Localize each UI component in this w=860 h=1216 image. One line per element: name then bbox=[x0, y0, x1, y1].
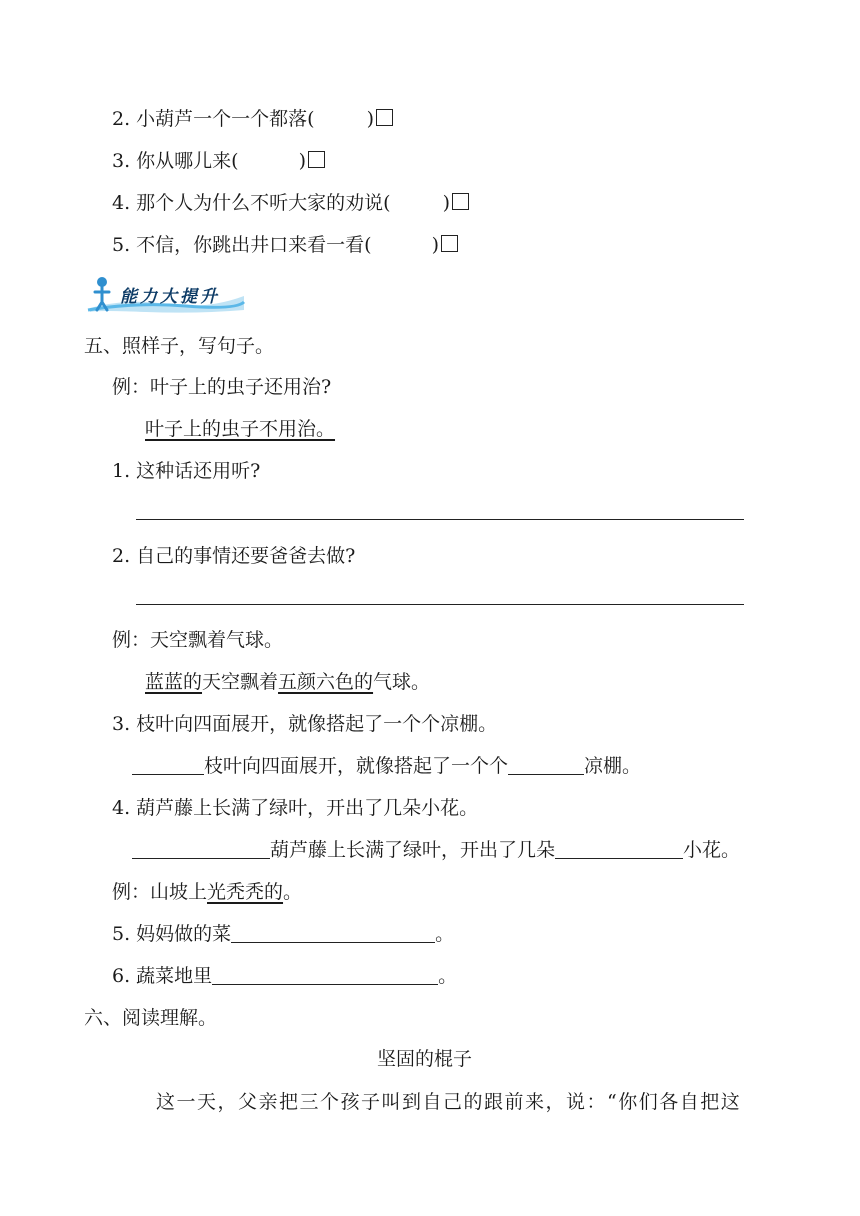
item-5-text: 5. 不信，你跳出井口来看一看( bbox=[112, 234, 372, 256]
blank-4a[interactable] bbox=[132, 838, 270, 859]
item-2-close: ) bbox=[366, 108, 375, 130]
passage-line-1: 这一天，父亲把三个孩子叫到自己的跟前来，说：“你们各自把这 bbox=[156, 1091, 742, 1113]
section-5-title: 五、照样子，写句子。 bbox=[84, 335, 275, 357]
ability-badge bbox=[86, 274, 246, 314]
item-5 bbox=[112, 232, 458, 258]
question-4-fill bbox=[132, 837, 740, 863]
question-6 bbox=[112, 963, 457, 989]
answer-line-1[interactable] bbox=[136, 519, 744, 520]
blank-6[interactable] bbox=[212, 964, 438, 985]
example-1-question: 例：叶子上的虫子还用治? bbox=[112, 376, 332, 398]
question-6-text: 6. 蔬菜地里 bbox=[112, 965, 213, 987]
item-4-close: ) bbox=[442, 192, 451, 214]
blank-3b[interactable] bbox=[508, 754, 584, 775]
answer-box[interactable] bbox=[452, 193, 469, 210]
example-2-question: 例：天空飘着气球。 bbox=[112, 629, 284, 651]
question-5-text: 5. 妈妈做的菜 bbox=[112, 923, 232, 945]
question-3-fill-mid: 枝叶向四面展开，就像搭起了一个个 bbox=[204, 755, 509, 777]
item-4 bbox=[112, 190, 469, 216]
item-2-text: 2. 小葫芦一个一个都落( bbox=[112, 108, 315, 130]
example-1-answer: 叶子上的虫子不用治。 bbox=[145, 418, 336, 440]
passage-title: 坚固的棍子 bbox=[377, 1048, 473, 1070]
badge-label: 能力大提升 bbox=[120, 287, 220, 307]
example-3 bbox=[112, 879, 302, 905]
example-2-answer bbox=[145, 669, 430, 695]
question-4-fill-end: 小花。 bbox=[683, 839, 741, 861]
example-3-part-3: 。 bbox=[283, 881, 303, 903]
question-2: 2. 自己的事情还要爸爸去做? bbox=[112, 545, 356, 567]
blank-3a[interactable] bbox=[132, 754, 204, 775]
question-5-end: 。 bbox=[435, 923, 455, 945]
question-4: 4. 葫芦藤上长满了绿叶，开出了几朵小花。 bbox=[112, 797, 479, 819]
example-2-part-4: 气球。 bbox=[373, 671, 431, 693]
example-3-part-1: 例：山坡上 bbox=[112, 881, 208, 903]
item-3-close: ) bbox=[298, 150, 307, 172]
question-6-end: 。 bbox=[438, 965, 458, 987]
item-3-text: 3. 你从哪儿来( bbox=[112, 150, 239, 172]
question-5 bbox=[112, 921, 454, 947]
question-4-fill-mid: 葫芦藤上长满了绿叶，开出了几朵 bbox=[270, 839, 556, 861]
question-3-fill-end: 凉棚。 bbox=[584, 755, 642, 777]
item-5-close: ) bbox=[431, 234, 440, 256]
item-2 bbox=[112, 106, 393, 132]
example-2-part-3: 五颜六色的 bbox=[278, 671, 374, 693]
answer-box[interactable] bbox=[308, 151, 325, 168]
answer-line-2[interactable] bbox=[136, 604, 744, 605]
blank-5[interactable] bbox=[231, 922, 435, 943]
answer-box[interactable] bbox=[376, 109, 393, 126]
example-2-part-2: 天空飘着 bbox=[202, 671, 279, 693]
question-3-fill bbox=[132, 753, 641, 779]
section-6-title: 六、阅读理解。 bbox=[84, 1007, 218, 1029]
example-3-part-2: 光秃秃的 bbox=[207, 881, 284, 903]
question-1: 1. 这种话还用听? bbox=[112, 460, 261, 482]
item-3 bbox=[112, 148, 325, 174]
question-3: 3. 枝叶向四面展开，就像搭起了一个个凉棚。 bbox=[112, 713, 498, 735]
item-4-text: 4. 那个人为什么不听大家的劝说( bbox=[112, 192, 391, 214]
answer-box[interactable] bbox=[441, 235, 458, 252]
blank-4b[interactable] bbox=[555, 838, 683, 859]
example-2-part-1: 蓝蓝的 bbox=[145, 671, 203, 693]
